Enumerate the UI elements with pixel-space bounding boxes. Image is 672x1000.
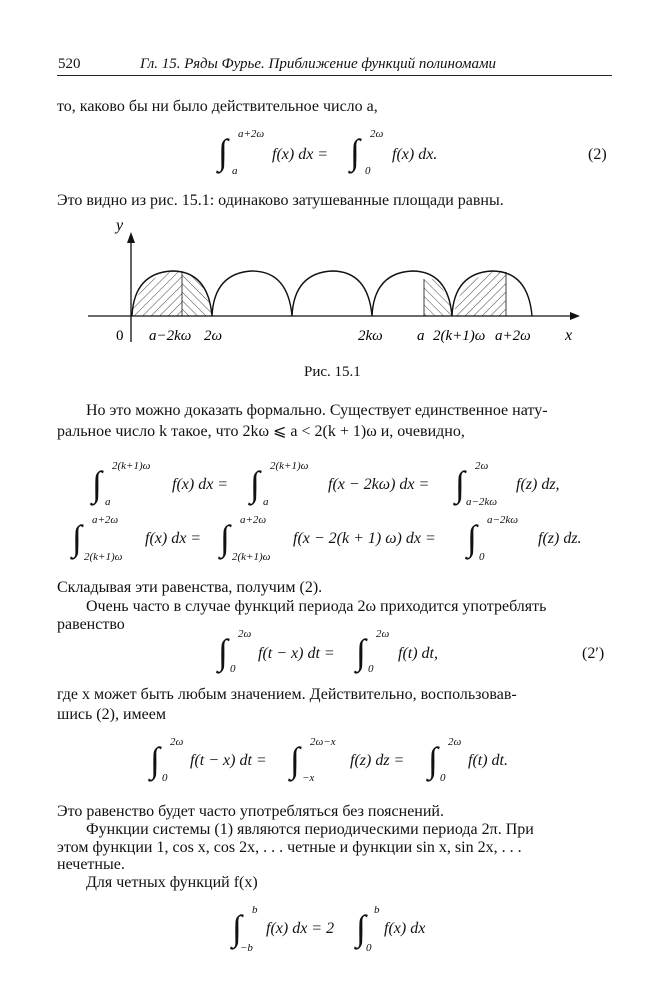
upper-limit: 2ω — [238, 628, 252, 640]
lower-limit: −x — [302, 772, 315, 784]
tick-label: 2ω — [204, 328, 223, 344]
equation-number: (2) — [588, 146, 607, 163]
hatch-region-left — [132, 271, 182, 316]
equation-number: (2′) — [582, 645, 605, 662]
upper-limit: 2ω — [475, 460, 489, 472]
lower-limit: a — [105, 496, 111, 508]
upper-limit: 2ω — [448, 736, 462, 748]
lower-limit: 2(k+1)ω — [232, 551, 271, 563]
y-axis-arrow — [127, 232, 135, 243]
lower-limit: 0 — [368, 663, 374, 675]
upper-limit: 2(k+1)ω — [112, 460, 151, 472]
integral-sign: ∫ — [250, 464, 260, 504]
lower-limit: a−2kω — [466, 496, 498, 508]
integral-sign: ∫ — [232, 908, 242, 948]
page-number: 520 — [58, 56, 81, 72]
lower-limit: a — [232, 165, 238, 177]
lower-limit: 0 — [162, 772, 168, 784]
paragraph-4: Это равенство будет часто употребляться без пояснений. — [57, 803, 444, 820]
integrand: f(x − 2(k + 1) ω) dx = — [293, 530, 436, 547]
tick-label: a−2kω — [149, 328, 192, 344]
lower-limit: 0 — [440, 772, 446, 784]
y-axis-label: y — [116, 217, 124, 234]
integral-sign: ∫ — [220, 518, 230, 558]
paragraph-5-line-3: нечетные. — [57, 856, 125, 873]
tick-label: 0 — [116, 328, 124, 344]
integrand: f(z) dz = — [350, 752, 405, 769]
integral-sign: ∫ — [356, 908, 366, 948]
integrand: f(x) dx = — [145, 530, 202, 547]
figure-15-1 — [0, 210, 672, 360]
upper-limit: a−2kω — [487, 514, 519, 526]
integrand: f(z) dz. — [538, 530, 582, 547]
integrand: f(x) dx = — [272, 146, 329, 163]
integral-sign: ∫ — [350, 132, 360, 172]
paragraph-1-line-2: ральное число k такое, что 2kω ⩽ a < 2(k + 1)ω и, очевидно, — [57, 423, 465, 440]
paragraph-5-line-2: этом функции 1, cos x, cos 2x, . . . четные и функции sin x, sin 2x, . . . — [57, 839, 522, 856]
integrand: f(x − 2kω) dx = — [328, 476, 430, 493]
paragraph-5-line-1: Функции системы (1) являются периодическими периода 2π. При — [86, 821, 534, 838]
lower-limit: −b — [240, 942, 253, 954]
figure-caption: Рис. 15.1 — [304, 364, 361, 380]
integrand: f(x) dx = — [172, 476, 229, 493]
text-line-1: то, каково бы ни было действительное число a, — [57, 98, 378, 115]
text-line-2: Это видно из рис. 15.1: одинаково затушеванные площади равны. — [57, 192, 504, 209]
hatch-region-right-b — [424, 279, 454, 317]
upper-limit: a+2ω — [240, 514, 267, 526]
integrand: f(t − x) dt = — [190, 752, 267, 769]
paragraph-6: Для четных функций f(x) — [86, 874, 258, 891]
x-axis-arrow — [570, 312, 580, 320]
integral-sign: ∫ — [428, 740, 438, 780]
lower-limit: 0 — [230, 663, 236, 675]
upper-limit: 2(k+1)ω — [270, 460, 309, 472]
integral-sign: ∫ — [72, 518, 82, 558]
upper-limit: b — [252, 904, 258, 916]
integral-sign: ∫ — [218, 132, 228, 172]
integrand: f(x) dx. — [392, 146, 438, 163]
sum-line: Складывая эти равенства, получим (2). — [57, 579, 323, 596]
hatch-region-right — [454, 271, 506, 316]
lower-limit: 2(k+1)ω — [84, 551, 123, 563]
upper-limit: 2ω — [370, 128, 384, 140]
tick-label: 2(k+1)ω — [433, 328, 486, 344]
lower-limit: 0 — [365, 165, 371, 177]
upper-limit: 2ω — [170, 736, 184, 748]
integral-sign: ∫ — [290, 740, 300, 780]
integral-sign: ∫ — [467, 518, 477, 558]
x-axis-label: x — [565, 327, 573, 344]
running-title: Гл. 15. Ряды Фурье. Приближение функций полиномами — [140, 56, 497, 72]
paragraph-2-line-1: Очень часто в случае функций периода 2ω приходится употреблять — [86, 598, 547, 615]
upper-limit: a+2ω — [238, 128, 265, 140]
paragraph-3-line-2: шись (2), имеем — [57, 706, 166, 723]
lower-limit: 0 — [479, 551, 485, 563]
tick-label: 2kω — [358, 328, 383, 344]
integrand: f(z) dz, — [516, 476, 560, 493]
integral-sign: ∫ — [218, 632, 228, 672]
upper-limit: 2ω−x — [310, 736, 336, 748]
upper-limit: b — [374, 904, 380, 916]
integrand: f(x) dx = 2 — [266, 920, 335, 937]
paragraph-2-line-2: равенство — [57, 616, 125, 633]
integrand: f(t) dt. — [468, 752, 508, 769]
integral-sign: ∫ — [455, 464, 465, 504]
integral-sign: ∫ — [356, 632, 366, 672]
upper-limit: a+2ω — [92, 514, 119, 526]
integral-sign: ∫ — [150, 740, 160, 780]
tick-label: a — [417, 328, 425, 344]
upper-limit: 2ω — [376, 628, 390, 640]
header-rule — [57, 75, 612, 76]
tick-label: a+2ω — [495, 328, 531, 344]
lower-limit: 0 — [366, 942, 372, 954]
lower-limit: a — [263, 496, 269, 508]
integral-sign: ∫ — [92, 464, 102, 504]
integrand: f(x) dx — [384, 920, 426, 937]
paragraph-3-line-1: где x может быть любым значением. Действительно, воспользовав- — [57, 686, 517, 703]
integrand: f(t) dt, — [398, 645, 438, 662]
paragraph-1-line-1: Но это можно доказать формально. Существует единственное нату- — [86, 402, 548, 419]
integrand: f(t − x) dt = — [258, 645, 335, 662]
